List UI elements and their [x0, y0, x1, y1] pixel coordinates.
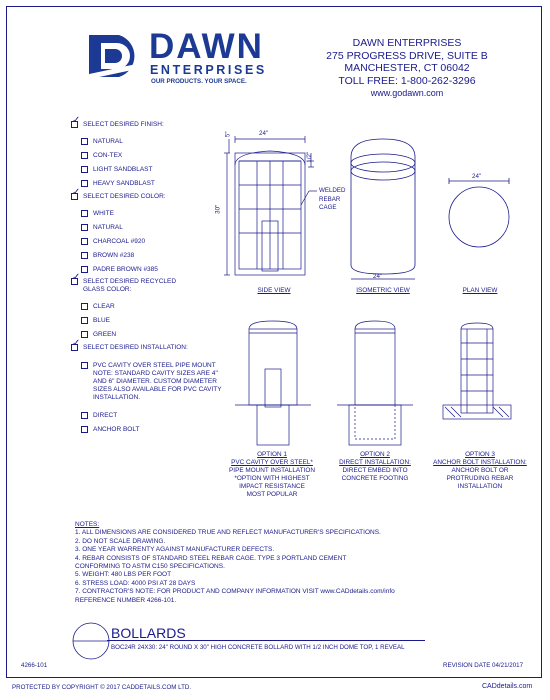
isometric-view-caption: ISOMETRIC VIEW: [356, 287, 410, 294]
finish-option[interactable]: CON-TEX: [81, 152, 122, 160]
installation-header[interactable]: ✓ SELECT DESIRED INSTALLATION:: [71, 344, 188, 352]
note-line: 4. REBAR CONSISTS OF STANDARD STEEL REBAR CAGE. TYPE 3 PORTLAND CEMENT: [75, 554, 347, 562]
rebar-label-line: WELDED: [319, 187, 346, 194]
color-option[interactable]: PADRE BROWN #385: [81, 266, 158, 274]
option1-drawing: [233, 319, 313, 449]
checkbox[interactable]: [81, 224, 88, 231]
note-line: 6. STRESS LOAD: 4000 PSI AT 28 DAYS: [75, 579, 196, 587]
color-option[interactable]: CHARCOAL #920: [81, 238, 145, 246]
company-website: www.godawn.com: [370, 88, 444, 98]
notes-header: NOTES:: [75, 521, 100, 528]
company-name: DAWN ENTERPRISES: [352, 37, 462, 49]
checkbox[interactable]: [81, 210, 88, 217]
checkbox[interactable]: [81, 331, 88, 338]
drawing-sheet: [6, 6, 542, 678]
company-address: [307, 37, 507, 100]
glass-option[interactable]: GREEN: [81, 331, 116, 339]
option3-title: OPTION 3: [465, 451, 495, 458]
rebar-label: [319, 187, 345, 213]
option2-line: CONCRETE FOOTING: [341, 475, 409, 482]
revision-date: REVISION DATE 04/21/2017: [443, 662, 524, 669]
note-line: 5. WEIGHT: 480 LBS PER FOOT: [75, 571, 172, 579]
option3-line: ANCHOR BOLT OR: [451, 467, 509, 474]
side-reveal-dim: 1/2": [306, 151, 314, 163]
option1-line: MOST POPULAR: [246, 491, 298, 498]
glass-option[interactable]: BLUE: [81, 317, 110, 325]
plan-view-drawing: [443, 179, 523, 259]
notes-block: [75, 521, 495, 605]
finish-checkbox[interactable]: [71, 121, 78, 128]
caddetails-logo: CADdetails.com: [482, 683, 533, 690]
finish-option[interactable]: LIGHT SANDBLAST: [81, 166, 152, 174]
note-line: 7. CONTRACTOR'S NOTE: FOR PRODUCT AND COMPANY INFORMATION VISIT www.CADdetails.com/info: [75, 588, 395, 596]
rebar-label-line: CAGE: [319, 204, 337, 212]
finish-option[interactable]: HEAVY SANDBLAST: [81, 180, 155, 188]
pvc-note-line: NOTE: STANDARD CAVITY SIZES ARE 4": [93, 370, 218, 377]
option2-subtitle: DIRECT INSTALLATION:: [339, 459, 411, 466]
company-phone: TOLL FREE: 1-800-262-3296: [338, 74, 476, 87]
option3-subtitle: ANCHOR BOLT INSTALLATION:: [433, 459, 527, 466]
checkbox[interactable]: [81, 166, 88, 173]
side-width-dim: 24": [259, 130, 269, 137]
option3-line: INSTALLATION: [457, 483, 503, 490]
plan-width-dim: 24": [472, 173, 482, 180]
checkbox[interactable]: [81, 152, 88, 159]
checkbox[interactable]: [81, 362, 88, 369]
option1-line: PIPE MOUNT INSTALLATION: [229, 467, 315, 474]
note-line: REFERENCE NUMBER 4266-101.: [75, 596, 177, 604]
checkbox[interactable]: [81, 426, 88, 433]
pvc-note-line: AND 6" DIAMETER. CUSTOM DIAMETER: [93, 378, 217, 385]
installation-checkbox[interactable]: [71, 344, 78, 351]
reference-number: 4266-101: [21, 662, 48, 669]
option1-subtitle: PVC CAVITY OVER STEEL*: [231, 459, 313, 466]
finish-header[interactable]: ✓ SELECT DESIRED FINISH:: [71, 121, 164, 129]
option1-line: IMPACT RESISTANCE: [239, 483, 305, 490]
isometric-view-drawing: [345, 135, 425, 285]
glass-checkbox[interactable]: [71, 278, 78, 285]
note-line: CONFORMING TO ASTM C150 SPECIFICATIONS.: [75, 563, 225, 571]
side-height-dim: 30": [214, 204, 222, 214]
installation-option-anchor[interactable]: ANCHOR BOLT: [81, 426, 139, 434]
option1-caption: [217, 451, 327, 499]
option2-drawing: [335, 319, 415, 449]
color-header[interactable]: ✓ SELECT DESIRED COLOR:: [71, 193, 166, 201]
color-option[interactable]: WHITE: [81, 210, 114, 218]
checkbox[interactable]: [81, 303, 88, 310]
company-address-line2: MANCHESTER, CT 06042: [344, 62, 470, 74]
option2-line: DIRECT EMBED INTO: [342, 467, 408, 474]
note-line: 1. ALL DIMENSIONS ARE CONSIDERED TRUE AND REFLECT MANUFACTURER'S SPECIFICATIONS.: [75, 529, 381, 537]
pvc-label: PVC CAVITY OVER STEEL PIPE MOUNT: [93, 362, 216, 369]
checkbox[interactable]: [81, 252, 88, 259]
plan-view-caption: PLAN VIEW: [462, 287, 498, 294]
side-dome-dim: 5": [224, 131, 232, 138]
finish-option[interactable]: NATURAL: [81, 138, 123, 146]
pvc-note-line: INSTALLATION.: [93, 394, 141, 401]
side-view-drawing: [217, 125, 327, 285]
option3-drawing: [437, 319, 517, 449]
side-view-caption: SIDE VIEW: [257, 287, 291, 294]
glass-header-line2: GLASS COLOR:: [83, 286, 132, 293]
note-line: 2. DO NOT SCALE DRAWING.: [75, 537, 166, 545]
pvc-note-line: SIZES ALSO AVAILABLE FOR PVC CAVITY: [93, 386, 222, 393]
logo-subword: ENTERPRISES: [150, 63, 267, 77]
checkbox[interactable]: [81, 180, 88, 187]
dawn-logo-mark: [85, 29, 155, 81]
logo-wordmark: DAWN: [149, 27, 264, 66]
iso-width-dim: 24": [373, 273, 383, 280]
option1-line: *OPTION WITH HIGHEST: [234, 475, 310, 482]
drawing-title: BOLLARDS: [111, 625, 186, 641]
checkbox[interactable]: [81, 412, 88, 419]
color-option[interactable]: BROWN #238: [81, 252, 134, 260]
option1-title: OPTION 1: [257, 451, 287, 458]
color-checkbox[interactable]: [71, 193, 78, 200]
glass-option[interactable]: CLEAR: [81, 303, 115, 311]
option3-caption: [425, 451, 535, 491]
note-line: 3. ONE YEAR WARRENTY AGAINST MANUFACTURER DEFECTS.: [75, 546, 275, 554]
checkbox[interactable]: [81, 266, 88, 273]
copyright-notice: PROTECTED BY COPYRIGHT © 2017 CADDETAILS.COM LTD.: [12, 684, 192, 691]
option2-title: OPTION 2: [360, 451, 390, 458]
title-block-symbol: [71, 621, 111, 661]
option3-line: PROTRUDING REBAR: [446, 475, 514, 482]
installation-option-direct[interactable]: DIRECT: [81, 412, 117, 420]
rebar-label-line: REBAR: [319, 195, 341, 203]
color-option[interactable]: NATURAL: [81, 224, 123, 232]
installation-option-pvc[interactable]: [81, 362, 222, 402]
checkbox[interactable]: [81, 317, 88, 324]
logo-tagline: OUR PRODUCTS. YOUR SPACE.: [151, 78, 247, 85]
glass-header-line1: SELECT DESIRED RECYCLED: [83, 278, 177, 285]
checkbox[interactable]: [81, 138, 88, 145]
checkbox[interactable]: [81, 238, 88, 245]
option2-caption: [325, 451, 425, 483]
drawing-description: BOC24R 24X30: 24" ROUND X 30" HIGH CONCRETE BOLLARD WITH 1/2 INCH DOME TOP, 1 REVEAL: [111, 644, 405, 651]
company-address-line1: 275 PROGRESS DRIVE, SUITE B: [326, 49, 488, 62]
glass-header[interactable]: [71, 278, 176, 294]
